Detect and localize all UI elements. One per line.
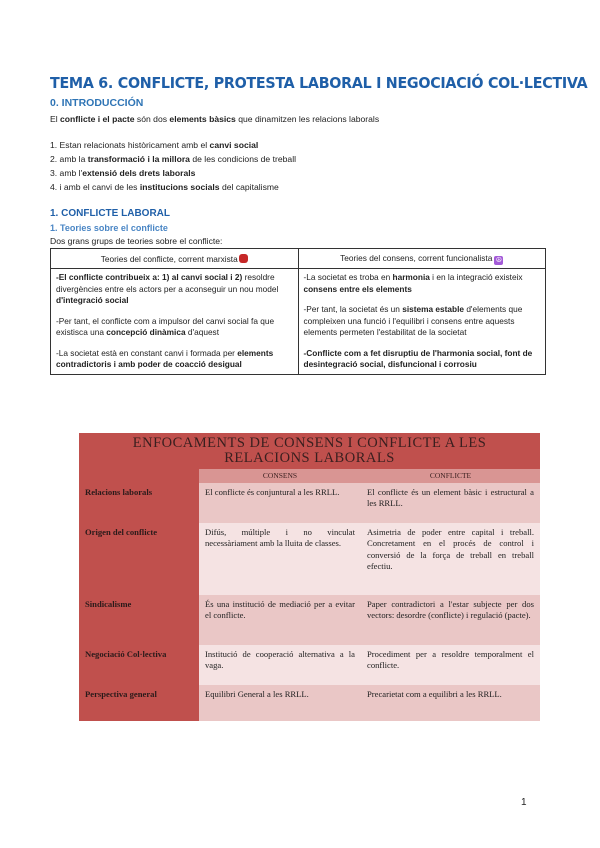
intro-item-3: 3. amb l'extensió dels drets laborals	[50, 168, 196, 178]
consens-cell: Difús, múltiple i no vinculat necessàriament amb la lluita de classes.	[199, 523, 361, 595]
intro-item-4: 4. i amb el canvi de les institucions socials del capitalisme	[50, 182, 279, 192]
intro-item-2: 2. amb la transformació i la millora de les condicions de treball	[50, 154, 297, 164]
consensus-point-2: -Per tant, la societat és un sistema estable d'elements que compleixen una funció i l'equilibri i consens entre aquests elements permeten l'estabilitat de la societat	[303, 304, 523, 337]
page-number: 1	[521, 797, 527, 808]
conflicte-cell: Precarietat com a equilibri a les RRLL.	[361, 685, 540, 721]
conflicte-cell: Asimetria de poder entre capital i treball. Concretament en el procés de control i conversió de la força de treball en treball efectiu.	[361, 523, 540, 595]
conflict-point-2: -Per tant, el conflicte com a impulsor del canvi social fa que existisca una concepció dinàmica d'aquest	[56, 315, 275, 337]
theories-table	[50, 248, 546, 375]
consens-cell: És una institució de mediació per a evitar el conflicte.	[199, 595, 361, 645]
raised-fist-icon	[239, 254, 248, 263]
page-title: TEMA 6. CONFLICTE, PROTESTA LABORAL I NEGOCIACIÓ COL·LECTIVA	[50, 74, 588, 92]
peace-symbol-icon: ☮	[495, 256, 502, 264]
column-header-conflicte: CONFLICTE	[361, 469, 540, 483]
table-row	[79, 685, 540, 721]
row-label: Sindicalisme	[79, 595, 199, 645]
table-row	[79, 645, 540, 685]
conflict-point-1: -El conflicte contribueix a: 1) al canvi social i 2) resoldre divergències entre els actors per a aconseguir un nou model d'integració social	[56, 272, 279, 305]
consens-cell: Equilibri General a les RRLL.	[199, 685, 361, 721]
row-label: Origen del conflicte	[79, 523, 199, 595]
table-row	[79, 483, 540, 523]
table-title: ENFOCAMENTS DE CONSENS I CONFLICTE A LES RELACIONS LABORALS	[79, 433, 540, 469]
section-intro: Dos grans grups de teories sobre el conflicte:	[50, 236, 223, 246]
conflict-point-3: -La societat està en constant canvi i formada per elements contradictoris i amb poder de coacció desigual	[56, 347, 274, 369]
row-label: Relacions laborals	[79, 483, 199, 523]
consensus-point-3: -Conflicte com a fet disruptiu de l'harmonia social, font de desintegració social, disfuncional i corrosiu	[303, 347, 533, 369]
theories-header-conflict: Teories del conflicte, corrent marxista	[51, 249, 299, 269]
table-row	[79, 523, 540, 595]
subsection-heading: 1. Teories sobre el conflicte	[50, 223, 168, 233]
conflicte-cell: Paper contradictori a l'estar subjecte per dos vectors: desordre (conflicte) i regulació (pacte).	[361, 595, 540, 645]
consensus-point-1: -La societat es troba en harmonia i en la integració existeix consens entre els elements	[303, 272, 523, 294]
theories-header-consensus: Teories del consens, corrent funcionalista ☮	[298, 249, 546, 269]
consens-cell: El conflicte és conjuntural a les RRLL.	[199, 483, 361, 523]
conflicte-cell: Procediment per a resoldre temporalment el conflicte.	[361, 645, 540, 685]
conflicte-cell: El conflicte és un element bàsic i estructural a les RRLL.	[361, 483, 540, 523]
section-heading: 1. CONFLICTE LABORAL	[50, 208, 170, 219]
conflict-theory-cell	[51, 269, 299, 375]
intro-item-1: 1. Estan relacionats històricament amb el canvi social	[50, 140, 259, 150]
intro-sentence: El conflicte i el pacte són dos elements bàsics que dinamitzen les relacions laborals	[50, 114, 380, 124]
table-row	[79, 595, 540, 645]
column-header-consens: CONSENS	[199, 469, 361, 483]
consensus-theory-cell	[298, 269, 546, 375]
row-label: Perspectiva general	[79, 685, 199, 721]
intro-heading: 0. INTRODUCCIÓN	[50, 97, 144, 109]
row-label: Negociació Col·lectiva	[79, 645, 199, 685]
consens-cell: Institució de cooperació alternativa a la vaga.	[199, 645, 361, 685]
consensus-conflict-table	[79, 433, 540, 721]
